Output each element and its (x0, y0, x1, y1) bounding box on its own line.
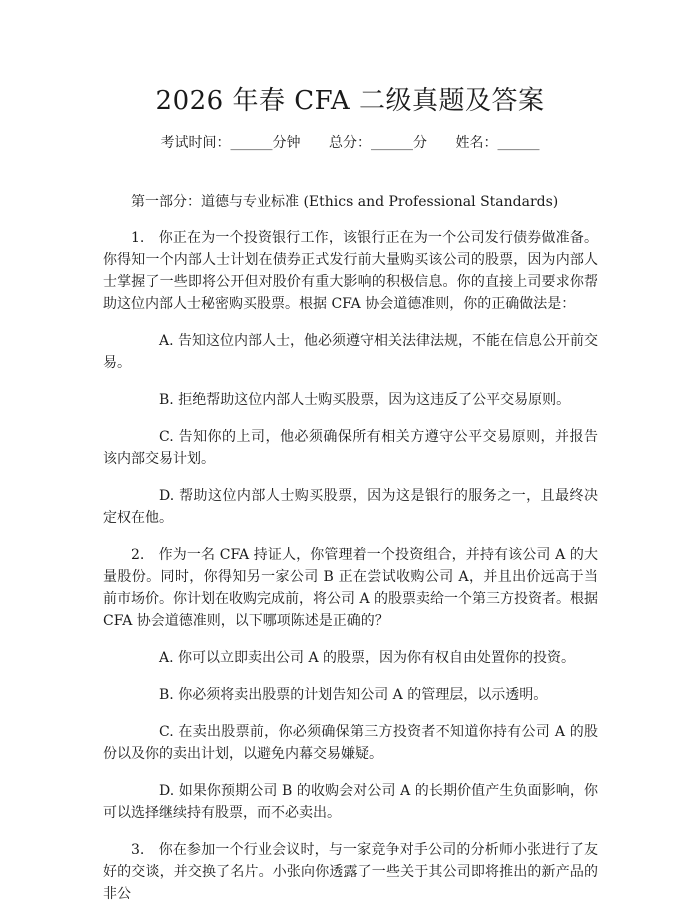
question-1-stem: 1. 你正在为一个投资银行工作，该银行正在为一个公司发行债券做准备。你得知一个内部人士计划在债券正式发行前大量购买该公司的股票，因为内部人士掌握了一些即将公开但对股价有重大影响的积极信息。你的直接上司要求你帮助这位内部人士秘密购买股票。根据 CFA 协会道德准则，你的正确做法是： (103, 230, 598, 312)
exam-time-field (161, 135, 301, 151)
exam-time-label: 考试时间： (160, 135, 231, 151)
total-score-blank: ______ (371, 135, 413, 151)
total-score-field (329, 135, 427, 151)
question-1-option-a: A. 告知这位内部人士，他必须遵守相关法律法规，不能在信息公开前交易。 (103, 333, 599, 371)
name-blank: ______ (497, 135, 540, 151)
total-score-label: 总分： (329, 135, 371, 151)
exam-time-blank: ______ (230, 135, 273, 151)
question-2-stem: 2. 作为一名 CFA 持证人，你管理着一个投资组合，并持有该公司 A 的大量股份。同时，你得知另一家公司 B 正在尝试收购公司 A，并且出价远高于当前市场价。你计划在收购完成前，将公司 A 的股票卖给一个第三方投资者。根据 CFA 协会道德准则，以下哪项陈述是正确的？ (103, 547, 599, 629)
total-score-unit: 分 (413, 135, 427, 151)
question-1-option-c: C. 告知你的上司，他必须确保所有相关方遵守公平交易原则，并报告该内部交易计划。 (103, 429, 598, 467)
question-3-stem: 3. 你在参加一个行业会议时，与一家竞争对手公司的分析师小张进行了友好的交谈，并交换了名片。小张向你透露了一些关于其公司即将推出的新产品的非公 (103, 842, 598, 902)
question-2-option-d: D. 如果你预期公司 B 的收购会对公司 A 的长期价值产生负面影响，你可以选择继续持有股票，而不必卖出。 (103, 783, 598, 821)
question-1-option-d: D. 帮助这位内部人士购买股票，因为这是银行的服务之一，且最终决定权在他。 (103, 488, 598, 526)
name-label: 姓名： (455, 135, 498, 151)
document-body (103, 191, 598, 920)
question-2-option-a: A. 你可以立即卖出公司 A 的股票，因为你有权自由处置你的投资。 (159, 650, 576, 666)
section-heading: 第一部分：道德与专业标准 (Ethics and Professional Standards) (131, 194, 559, 210)
question-1-option-b: B. 拒绝帮助这位内部人士购买股票，因为这违反了公平交易原则。 (159, 392, 571, 408)
question-2-option-c: C. 在卖出股票前，你必须确保第三方投资者不知道你持有公司 A 的股份以及你的卖出计划，以避免内幕交易嫌疑。 (103, 724, 598, 762)
question-2-option-b: B. 你必须将卖出股票的计划告知公司 A 的管理层，以示透明。 (159, 687, 548, 703)
name-field (455, 135, 539, 151)
document-title: 2026 年春 CFA 二级真题及答案 (155, 86, 545, 116)
exam-time-unit: 分钟 (272, 135, 301, 151)
exam-meta-line (0, 132, 700, 152)
